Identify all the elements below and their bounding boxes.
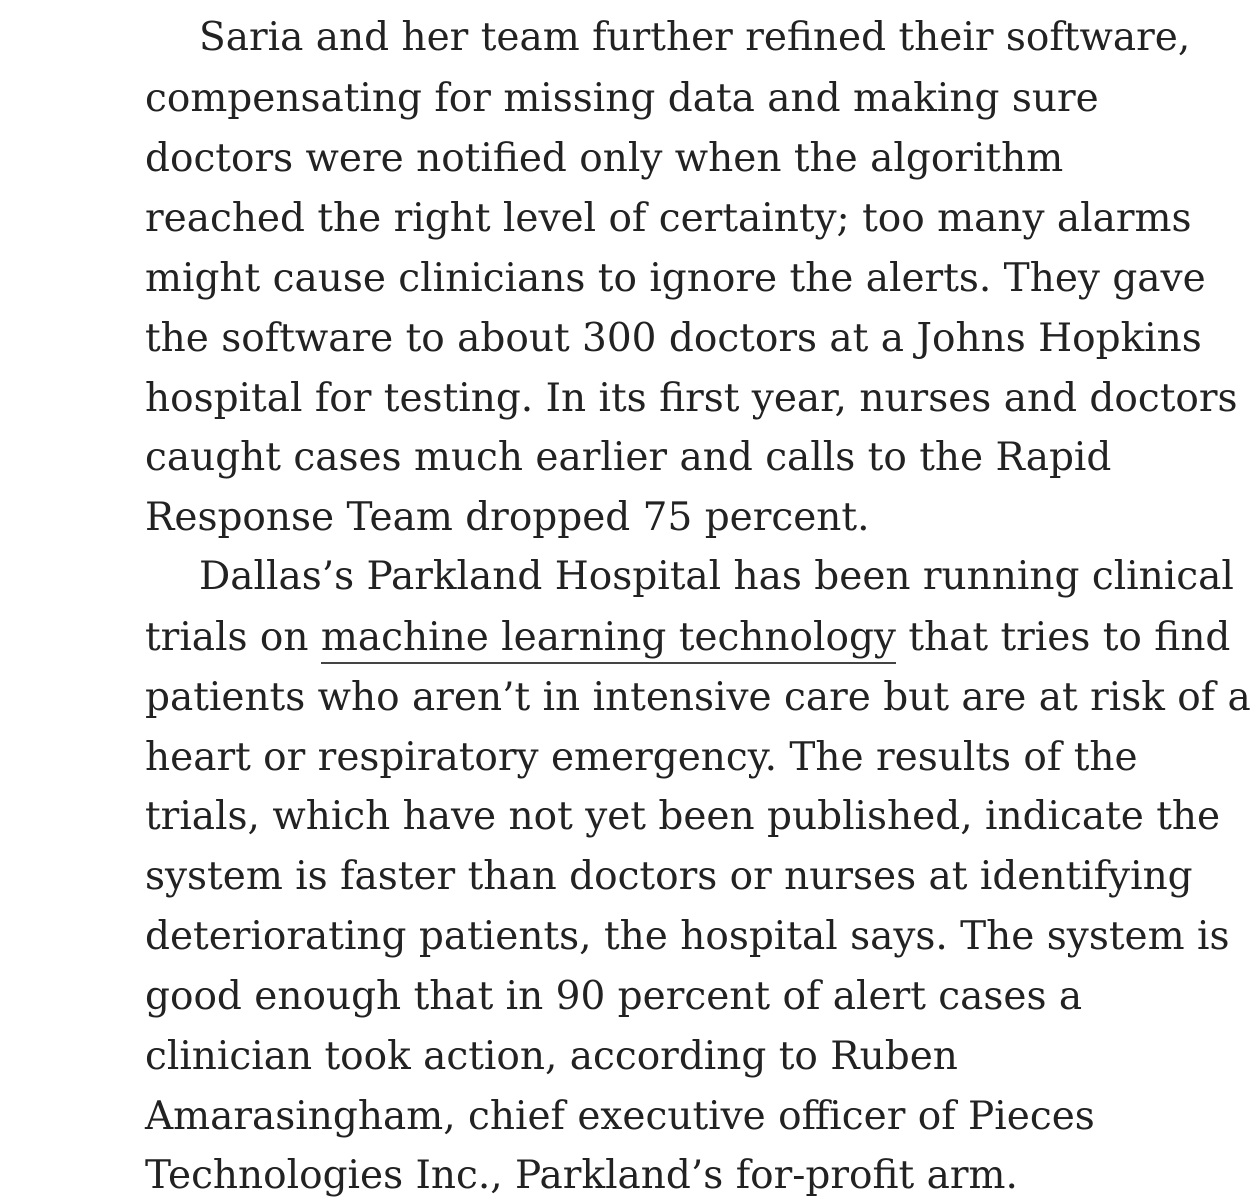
paragraph-line: deteriorating patients, the hospital says. The system is [145, 914, 1230, 959]
paragraph-line: system is faster than doctors or nurses at identifying [145, 854, 1193, 899]
paragraph-line: hospital for testing. In its first year, nurses and doctors [145, 376, 1238, 421]
paragraph-line: the software to about 300 doctors at a Johns Hopkins [145, 316, 1202, 361]
paragraph-line-with-link [145, 615, 1231, 660]
paragraph-line: compensating for missing data and making sure [145, 76, 1099, 121]
link-suffix-text: that tries to find [895, 615, 1231, 660]
paragraph-line: might cause clinicians to ignore the alerts. They gave [145, 256, 1206, 301]
paragraph-line: caught cases much earlier and calls to the Rapid [145, 435, 1112, 480]
paragraph-line: patients who aren’t in intensive care but are at risk of a [145, 675, 1251, 720]
paragraph-line: clinician took action, according to Ruben [145, 1034, 958, 1079]
paragraph-line: good enough that in 90 percent of alert cases a [145, 974, 1083, 1019]
paragraph-line: Amarasingham, chief executive officer of Pieces [145, 1094, 1095, 1139]
paragraph-line: reached the right level of certainty; too many alarms [145, 196, 1192, 241]
paragraph-line: Dallas’s Parkland Hospital has been running clinical [199, 554, 1234, 599]
paragraph-line: Technologies Inc., Parkland’s for-profit arm. [145, 1153, 1018, 1198]
paragraph-line: Saria and her team further refined their software, [199, 15, 1191, 60]
paragraph-line: heart or respiratory emergency. The results of the [145, 735, 1138, 780]
paragraph-line: doctors were notified only when the algorithm [145, 136, 1064, 181]
link-prefix-text: trials on [145, 615, 321, 660]
machine-learning-technology-link[interactable]: machine learning technology [321, 615, 896, 664]
paragraph-line: trials, which have not yet been published, indicate the [145, 794, 1221, 839]
paragraph-line: Response Team dropped 75 percent. [145, 495, 870, 540]
